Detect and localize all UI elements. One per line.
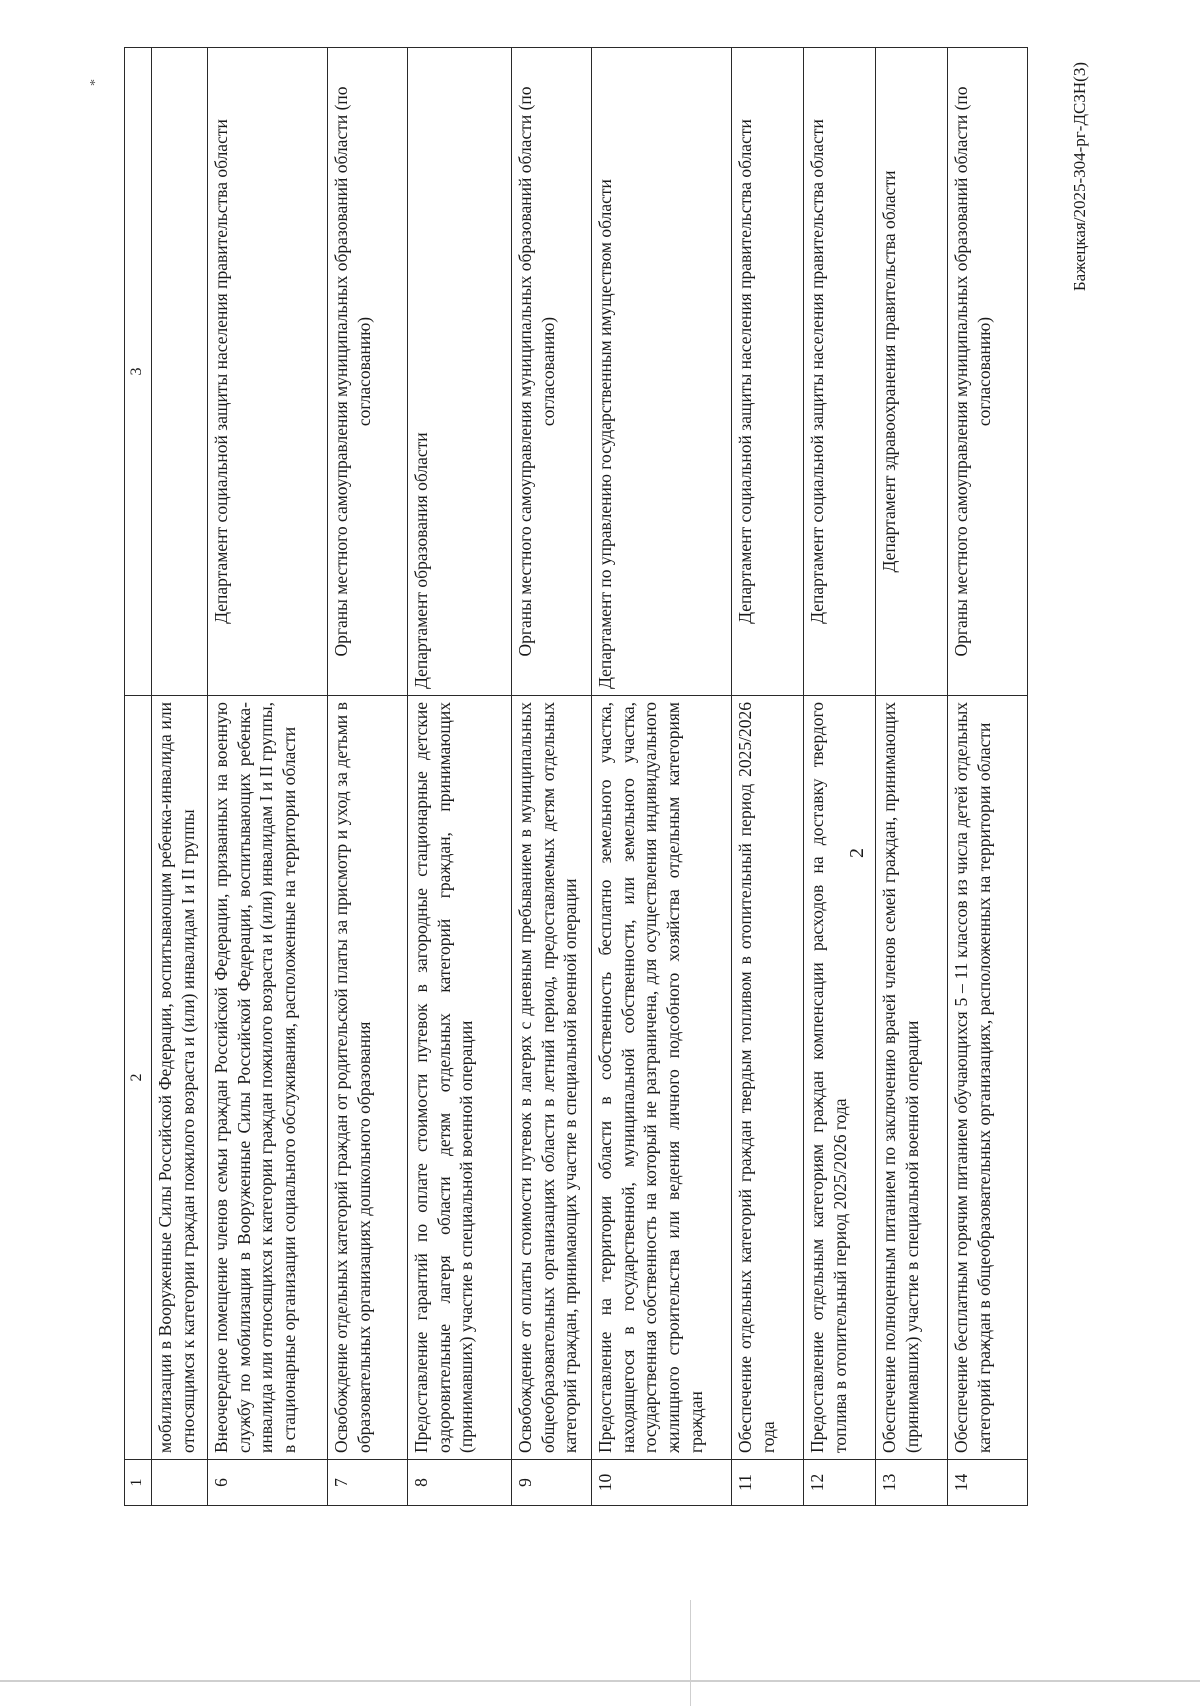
table-row (875, 48, 947, 1506)
scan-edge-line (0, 1680, 1200, 1682)
table-row (327, 48, 407, 1506)
row-number: 10 (591, 1460, 731, 1506)
row-number: 8 (407, 1460, 511, 1506)
row-description: Предоставление на территории области в собственность бесплатно земельного участка, находящегося в государственной, муниципальной собственности, или земельного участка, государственная собственность на который не разграничена, для осуществления индивидуального жилищного строительства или ведения личного подсобного хозяйства отдельным категориям граждан (591, 696, 731, 1460)
measures-table (124, 47, 1028, 1506)
row-description: Предоставление гарантий по оплате стоимости путевок в загородные стационарные детские оздоровительные лагеря области детям отдельных категорий граждан, принимающих (принимавших) участие в специальной военной операции (407, 696, 511, 1460)
row-number: 11 (731, 1460, 803, 1506)
row-description: Внеочередное помещение членов семьи граждан Российской Федерации, призванных на военную службу по мобилизации в Вооруженные Силы Российской Федерации, воспитывающих ребенка-инвалида или относящихся к категории граждан пожилого возраста и (или) инвалидам I и II группы, в стационарные организации социального обслуживания, расположенные на территории области (207, 696, 327, 1460)
scan-fold-line (690, 1600, 691, 1706)
row-number: 7 (327, 1460, 407, 1506)
row-number (151, 1460, 207, 1506)
row-description: Освобождение от оплаты стоимости путевок в лагерях с дневным пребыванием в муниципальных общеобразовательных организациях области в летний период, предоставляемых детям отдельных категорий граждан, принимающих участие в специальной военной операции (511, 696, 591, 1460)
row-organization: Департамент здравоохранения правительства области (875, 48, 947, 696)
table-row (151, 48, 207, 1506)
row-organization: Департамент образования области (407, 48, 511, 696)
row-organization: Органы местного самоуправления муниципальных образований области (по согласованию) (511, 48, 591, 696)
row-organization (151, 48, 207, 696)
table-row (511, 48, 591, 1506)
row-number: 14 (947, 1460, 1027, 1506)
row-organization: Департамент по управлению государственным имуществом области (591, 48, 731, 696)
table-header-row (125, 48, 152, 1506)
row-description: Обеспечение бесплатным горячим питанием обучающихся 5 – 11 классов из числа детей отдельных категорий граждан в общеобразовательных организациях, расположенных на территории области (947, 696, 1027, 1460)
row-organization: Органы местного самоуправления муниципальных образований области (по согласованию) (947, 48, 1027, 696)
row-number: 6 (207, 1460, 327, 1506)
header-col-1: 1 (125, 1460, 152, 1506)
table-row (407, 48, 511, 1506)
table-row (591, 48, 731, 1506)
header-col-3: 3 (125, 48, 152, 696)
row-number: 13 (875, 1460, 947, 1506)
row-description: Обеспечение отдельных категорий граждан твердым топливом в отопительный период 2025/2026 года (731, 696, 803, 1460)
row-number: 12 (803, 1460, 875, 1506)
stray-mark: * (88, 79, 103, 86)
header-col-2: 2 (125, 696, 152, 1460)
row-organization: Органы местного самоуправления муниципальных образований области (по согласованию) (327, 48, 407, 696)
row-description: мобилизации в Вооруженные Силы Российской Федерации, воспитывающим ребенка-инвалида или относящимся к категории граждан пожилого возраста и (или) инвалидам I и II группы (151, 696, 207, 1460)
table-row (207, 48, 327, 1506)
row-description: Освобождение отдельных категорий граждан от родительской платы за присмотр и уход за детьми в образовательных организациях дошкольного образования (327, 696, 407, 1460)
row-number: 9 (511, 1460, 591, 1506)
document-code: Бажецкая/2025-304-рг-ДСЗН(3) (1070, 62, 1089, 292)
row-description: Предоставление отдельным категориям граждан компенсации расходов на доставку твердого топлива в отопительный период 2025/2026 года (803, 696, 875, 1460)
table-row (731, 48, 803, 1506)
page-number: 2 (846, 848, 868, 858)
row-description: Обеспечение полноценным питанием по заключению врачей членов семей граждан, принимающих (принимавших) участие в специальной военной операции (875, 696, 947, 1460)
row-organization: Департамент социальной защиты населения правительства области (731, 48, 803, 696)
row-organization: Департамент социальной защиты населения правительства области (207, 48, 327, 696)
row-organization: Департамент социальной защиты населения правительства области (803, 48, 875, 696)
table-row (947, 48, 1027, 1506)
